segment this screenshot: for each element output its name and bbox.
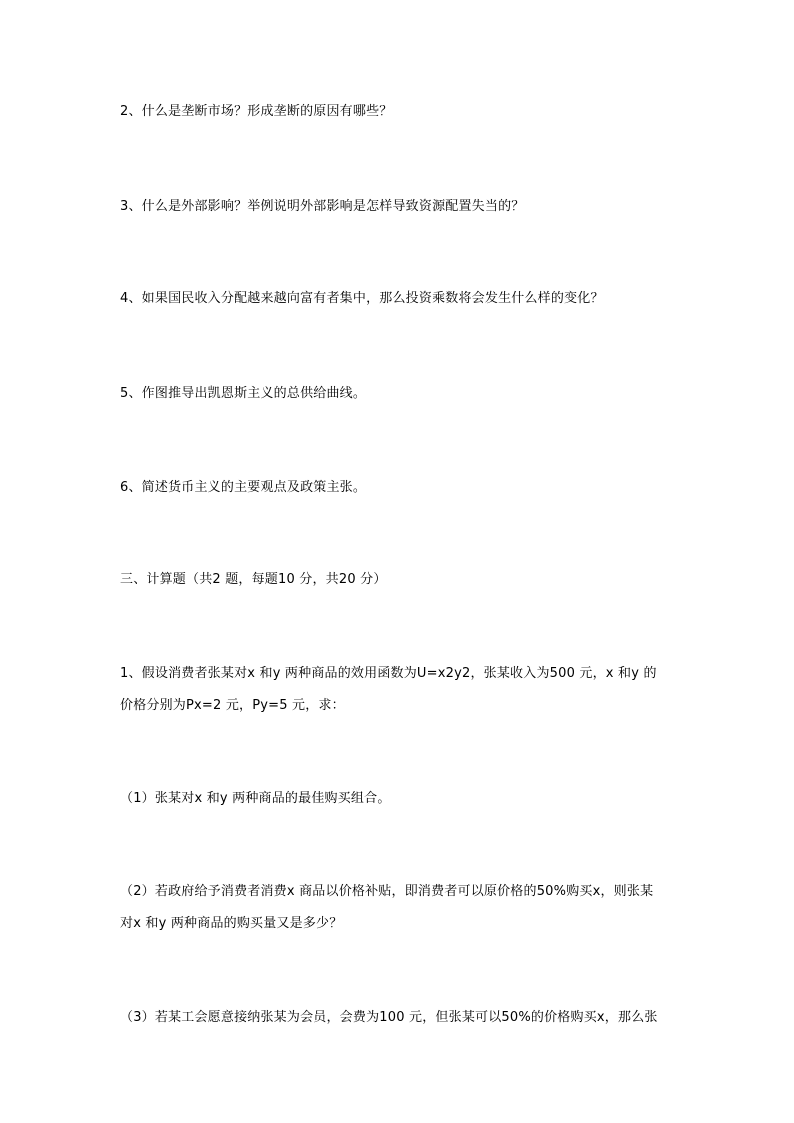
sub-question-1: （1）张某对x 和y 两种商品的最佳购买组合。: [120, 791, 391, 806]
calc-question-1-line-1: 1、假设消费者张某对x 和y 两种商品的效用函数为U=x2y2，张某收入为500 元，x 和y 的: [120, 666, 657, 681]
question-3: 3、什么是外部影响？举例说明外部影响是怎样导致资源配置失当的？: [120, 199, 525, 214]
question-5: 5、作图推导出凯恩斯主义的总供给曲线。: [120, 386, 367, 401]
question-6: 6、简述货币主义的主要观点及政策主张。: [120, 480, 367, 495]
question-4: 4、如果国民收入分配越来越向富有者集中，那么投资乘数将会发生什么样的变化？: [120, 291, 604, 306]
sub-question-2-line-1: （2）若政府给予消费者消费x 商品以价格补贴，即消费者可以原价格的50%购买x，则张某: [120, 884, 654, 899]
calc-question-1-line-2: 价格分别为Px=2 元，Py=5 元，求：: [120, 698, 345, 713]
sub-question-3-line-1: （3）若某工会愿意接纳张某为会员，会费为100 元，但张某可以50%的价格购买x，那么张: [120, 1010, 658, 1025]
question-2: 2、什么是垄断市场？形成垄断的原因有哪些？: [120, 104, 393, 119]
section-heading-calculation: 三、计算题（共2 题，每题10 分，共20 分）: [120, 572, 387, 587]
sub-question-2-line-2: 对x 和y 两种商品的购买量又是多少？: [120, 916, 343, 931]
